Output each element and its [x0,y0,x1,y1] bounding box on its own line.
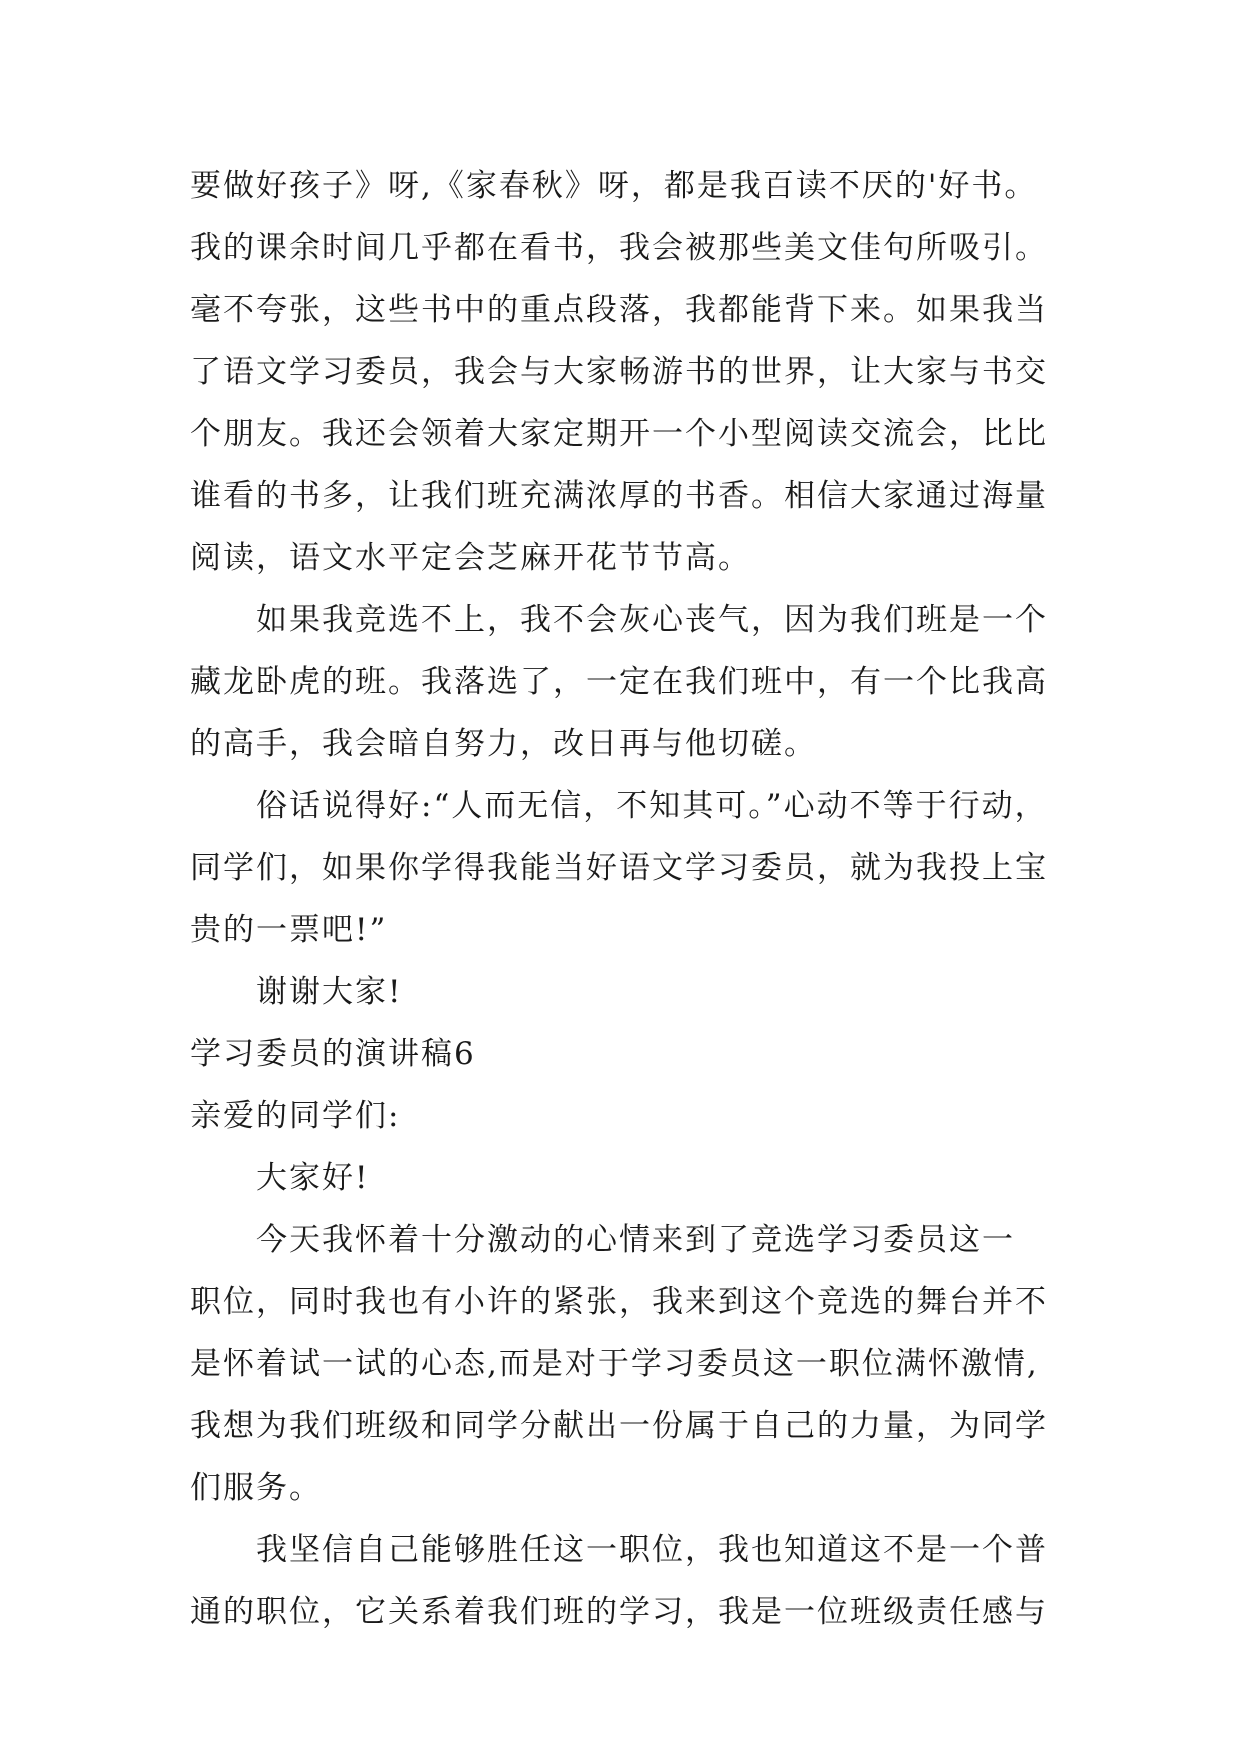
text-line: 我想为我们班级和同学分献出一份属于自己的力量，为同学 [190,1408,1048,1444]
text-line: 个朋友。我还会领着大家定期开一个小型阅读交流会，比比 [190,416,1048,452]
text-line: 了语文学习委员，我会与大家畅游书的世界，让大家与书交 [190,354,1048,390]
text-line: 贵的一票吧!” [190,912,388,948]
text-line: 是怀着试一试的心态,而是对于学习委员这一职位满怀激情, [190,1346,1039,1382]
text-line: 我坚信自己能够胜任这一职位，我也知道这不是一个普 [256,1532,1048,1568]
text-line: 要做好孩子》呀,《家春秋》呀，都是我百读不厌的'好书。 [190,168,1038,204]
text-line: 阅读，语文水平定会芝麻开花节节高。 [190,540,751,576]
text-line: 俗话说得好:“人而无信，不知其可。”心动不等于行动， [256,788,1048,824]
text-line: 藏龙卧虎的班。我落选了，一定在我们班中，有一个比我高 [190,664,1048,700]
text-line: 职位，同时我也有小许的紧张，我来到这个竞选的舞台并不 [190,1284,1048,1320]
text-line: 通的职位，它关系着我们班的学习，我是一位班级责任感与 [190,1594,1048,1630]
text-line: 如果我竞选不上，我不会灰心丧气，因为我们班是一个 [256,602,1048,638]
text-line: 今天我怀着十分激动的心情来到了竞选学习委员这一 [256,1222,1015,1258]
salutation: 亲爱的同学们: [190,1098,401,1134]
text-line: 谢谢大家! [256,974,403,1010]
text-line: 们服务。 [190,1470,322,1506]
text-line: 谁看的书多，让我们班充满浓厚的书香。相信大家通过海量 [190,478,1048,514]
text-line: 我的课余时间几乎都在看书，我会被那些美文佳句所吸引。 [190,230,1048,266]
greeting: 大家好! [256,1160,370,1196]
text-line: 毫不夸张，这些书中的重点段落，我都能背下来。如果我当 [190,292,1048,328]
text-line: 的高手，我会暗自努力，改日再与他切磋。 [190,726,817,762]
text-line: 同学们，如果你学得我能当好语文学习委员，就为我投上宝 [190,850,1048,886]
document-page [190,155,1070,1643]
section-heading: 学习委员的演讲稿6 [190,1036,476,1072]
